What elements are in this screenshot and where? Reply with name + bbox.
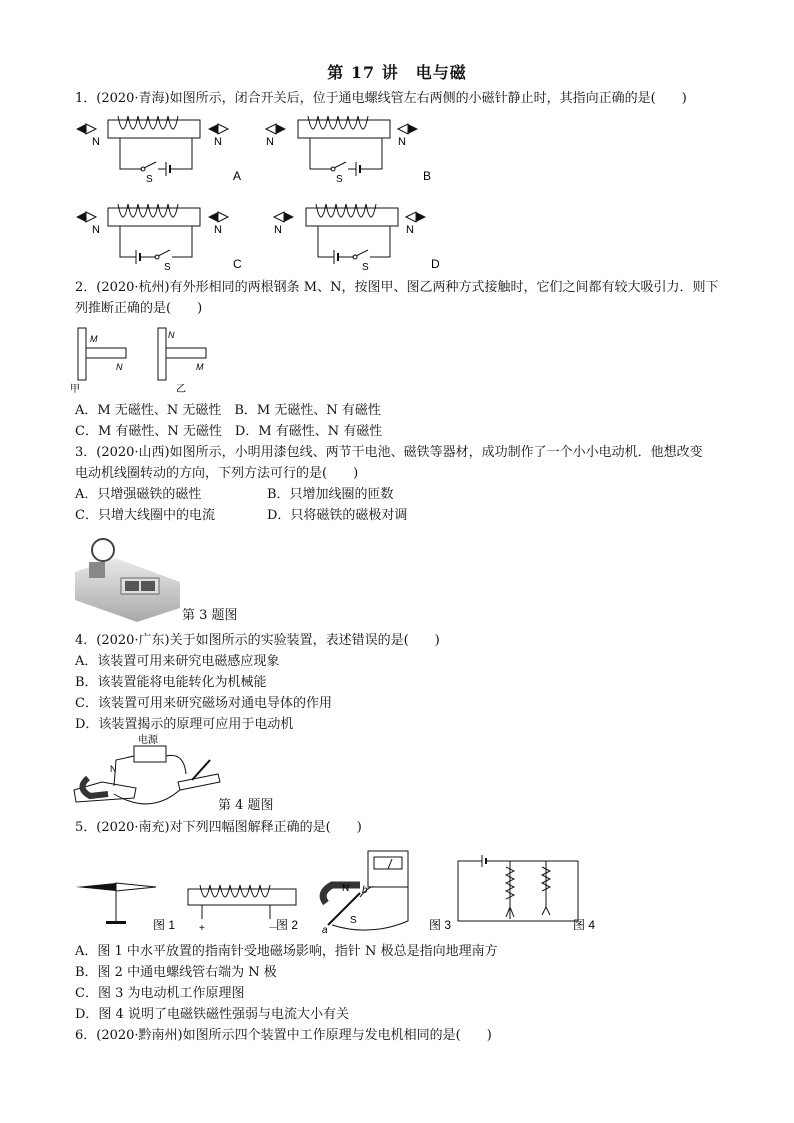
label-fig2: 图 2 (276, 918, 299, 932)
q4-apparatus (74, 735, 224, 810)
q3-stem-line2: 电动机线圈转动的方向，下列方法可行的是( ) (75, 466, 359, 481)
svg-text:N: N (92, 224, 100, 236)
q5-option-a: A．图 1 中水平放置的指南针受地磁场影响，指针 N 极总是指向地理南方 (75, 944, 498, 959)
q5-fig1-compass (76, 883, 175, 932)
svg-text:N: N (266, 136, 274, 148)
q4-option-a: A．该装置可用来研究电磁感应现象 (75, 654, 280, 669)
svg-text:N: N (274, 224, 282, 236)
q4-option-b: B．该装置能将电能转化为机械能 (75, 675, 267, 690)
q2-figure-jia (70, 328, 126, 395)
q3-option-c: C．只增大线圈中的电流 (75, 508, 215, 523)
label-fig1: 图 1 (153, 918, 176, 932)
q4-option-d: D．该装置揭示的原理可应用于电动机 (75, 717, 294, 732)
svg-text:N: N (168, 330, 175, 340)
q5-figures (70, 845, 610, 935)
label-s: S (146, 174, 153, 185)
compass-needle-a-left (76, 124, 86, 134)
q5-fig3-generator (322, 851, 451, 936)
svg-text:S: S (164, 262, 171, 273)
q2-stem-line2: 列推断正确的是( ) (75, 301, 203, 316)
power-supply (134, 746, 166, 762)
svg-text:S: S (336, 174, 343, 185)
q2-stem-line1: 2．(2020·杭州)有外形相同的两根钢条 M、N，按图甲、图乙两种方式接触时，它们之间都有较大吸引力．则下 (75, 280, 719, 295)
coil-icon (92, 539, 114, 561)
q6-stem: 6．(2020·黔南州)如图所示四个装置中工作原理与发电机相同的是( ) (75, 1028, 492, 1043)
svg-text:电源: 电源 (138, 735, 158, 746)
svg-text:N: N (342, 883, 350, 894)
label-jia: 甲 (70, 384, 80, 395)
q5-stem: 5．(2020·南充)对下列四幅图解释正确的是( ) (75, 820, 362, 835)
steel-bar-n (86, 348, 126, 358)
svg-text:N: N (116, 362, 123, 372)
svg-text:N: N (406, 224, 414, 236)
svg-text:b: b (362, 885, 368, 896)
switch-base (178, 774, 220, 790)
compass-needle-a-left-tail (86, 124, 96, 134)
svg-text:M: M (196, 362, 204, 372)
svg-text:M: M (90, 334, 98, 344)
label-b: B (423, 169, 432, 183)
q3-caption: 第 3 题图 (182, 608, 238, 623)
q3-option-b: B．只增加线圈的匝数 (267, 487, 394, 502)
q1-stem: 1．(2020·青海)如图所示，闭合开关后，位于通电螺线管左右两侧的小磁针静止时，其指向正确的是( ) (75, 91, 687, 106)
q5-fig4-electromagnets (458, 855, 595, 932)
q3-motor-photo (75, 530, 180, 622)
q2-options-cd: C．M 有磁性、N 无磁性 D．M 有磁性、N 有磁性 (75, 424, 383, 439)
q4-stem: 4．(2020·广东)关于如图所示的实验装置，表述错误的是( ) (75, 633, 440, 648)
q1-figure-a (76, 116, 241, 185)
q3-option-d: D．只将磁铁的磁极对调 (267, 508, 408, 523)
label-fig3: 图 3 (429, 918, 452, 932)
label-a: A (233, 169, 242, 183)
label-fig4: 图 4 (573, 918, 596, 932)
page-title: 第 17 讲 电与磁 (327, 63, 467, 82)
q5-fig2-solenoid (188, 885, 298, 934)
svg-text:a: a (322, 925, 328, 936)
q2-figure-yi (158, 328, 206, 395)
svg-text:S: S (350, 915, 357, 926)
q2-options-ab: A．M 无磁性、N 无磁性 B．M 无磁性、N 有磁性 (75, 403, 381, 418)
svg-text:+: + (199, 923, 205, 934)
q5-option-d: D．图 4 说明了电磁铁磁性强弱与电流大小有关 (75, 1007, 349, 1022)
q3-stem-line1: 3．(2020·山西)如图所示，小明用漆包线、两节干电池、磁铁等器材，成功制作了一个小小电动机．他想改变 (75, 445, 703, 460)
q1-figure-d (274, 204, 440, 273)
q4-option-c: C．该装置可用来研究磁场对通电导体的作用 (75, 696, 332, 711)
svg-text:S: S (362, 262, 369, 273)
q5-option-b: B．图 2 中通电螺线管右端为 N 极 (75, 965, 277, 980)
label-n: N (92, 136, 100, 148)
q4-caption: 第 4 题图 (218, 798, 274, 813)
q3-option-a: A．只增强磁铁的磁性 (75, 487, 202, 502)
label-yi: 乙 (176, 384, 186, 395)
q2-figures (70, 322, 230, 397)
svg-text:N: N (214, 136, 222, 148)
q5-option-c: C．图 3 为电动机工作原理图 (75, 986, 245, 1001)
steel-bar-m (78, 328, 86, 380)
q1-figure-b (266, 116, 431, 185)
svg-text:N: N (110, 764, 117, 774)
label-d: D (431, 257, 440, 271)
svg-text:－: － (268, 923, 278, 934)
label-c: C (233, 257, 242, 271)
switch-a (144, 162, 156, 168)
svg-text:N: N (398, 136, 406, 148)
svg-text:N: N (214, 224, 222, 236)
q1-figure-c (76, 204, 242, 273)
q1-figures (70, 112, 450, 273)
